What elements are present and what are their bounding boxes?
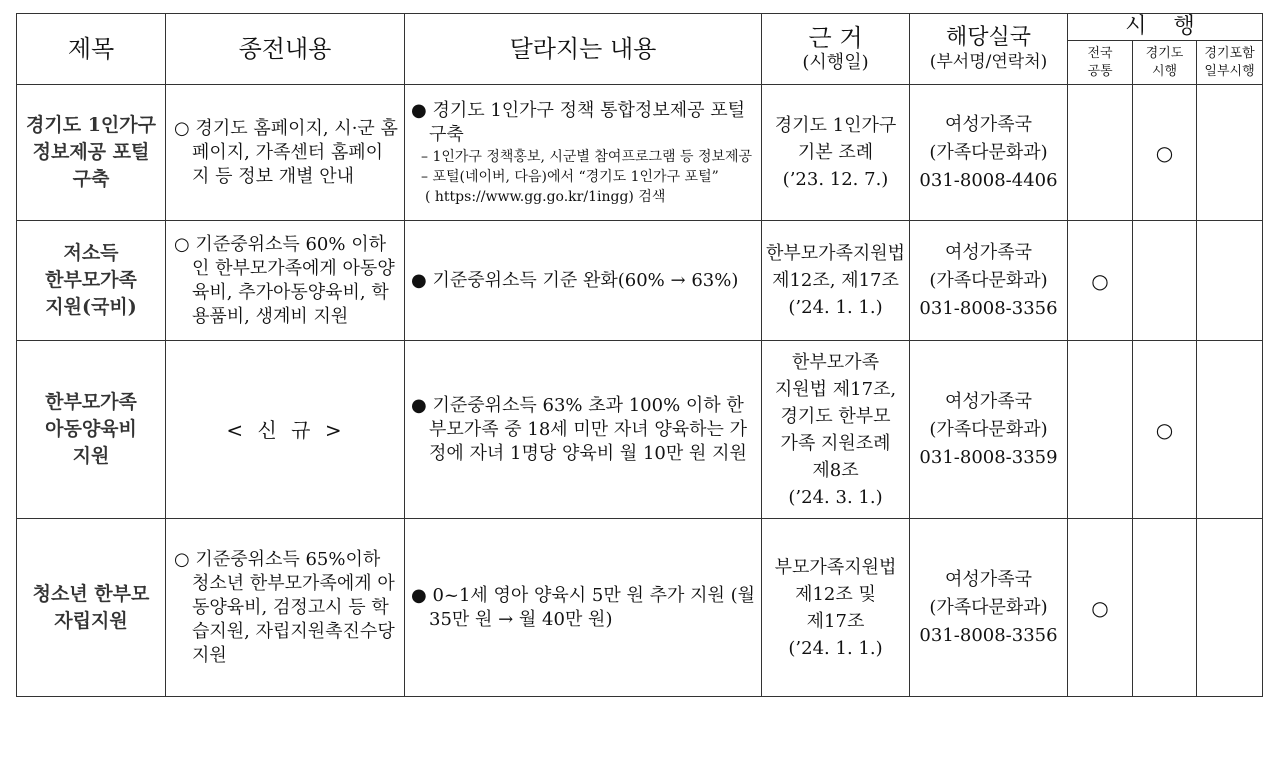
dept-line: 031-8008-3356 <box>919 297 1058 319</box>
basis-line: (’23. 12. 7.) <box>782 169 889 190</box>
table-row <box>17 341 1263 519</box>
table-row <box>17 519 1263 697</box>
row-title-line: 자립지원 <box>54 609 128 632</box>
row-dept <box>910 519 1068 697</box>
basis-line: 제12조, 제17조 <box>772 270 899 291</box>
basis-line: 제8조 <box>812 459 859 481</box>
row-previous <box>166 221 405 341</box>
header-title: 제목 <box>17 14 166 85</box>
row-changes <box>405 519 762 697</box>
header-national-line1: 전국 <box>1087 45 1113 61</box>
row-changes <box>405 221 762 341</box>
mark-national: ○ <box>1068 519 1133 697</box>
dept-line: 여성가족국 <box>945 113 1032 135</box>
dept-line: (가족다문화과) <box>929 141 1048 163</box>
row-dept <box>910 221 1068 341</box>
dept-line: 여성가족국 <box>945 241 1032 263</box>
header-partial-line2: 일부시행 <box>1204 63 1255 79</box>
header-changes: 달라지는 내용 <box>405 14 762 85</box>
change-subitem: – 1인가구 정책홍보, 시군별 참여프로그램 등 정보제공 <box>421 148 753 165</box>
row-changes <box>405 85 762 221</box>
row-dept <box>910 85 1068 221</box>
row-title <box>17 519 166 697</box>
row-previous: < 신 규 > <box>166 341 405 519</box>
row-basis <box>762 221 910 341</box>
row-title-line: 저소득 <box>63 242 119 264</box>
dept-line: 여성가족국 <box>945 568 1032 590</box>
row-previous <box>166 85 405 221</box>
header-national-line2: 공통 <box>1087 63 1113 79</box>
row-title-line: 지원(국비) <box>45 296 137 318</box>
mark-partial <box>1197 221 1263 341</box>
basis-line: 한부모가족 <box>792 351 879 373</box>
mark-national <box>1068 341 1133 519</box>
row-title-line: 정보제공 포털 <box>32 141 150 163</box>
dept-line: 031-8008-3356 <box>919 624 1058 646</box>
previous-item: ○ 기준중위소득 65%이하 청소년 한부모가족에게 아동양육비, 검정고시 등 학습지원, 자립지원촉진수당 지원 <box>174 548 395 666</box>
basis-line: (’24. 3. 1.) <box>788 486 883 508</box>
header-dept <box>910 14 1068 85</box>
row-basis <box>762 85 910 221</box>
row-title-line: 경기도 1인가구 <box>26 114 156 136</box>
header-gyeonggi-line2: 시행 <box>1151 63 1178 79</box>
mark-gyeonggi <box>1133 519 1197 697</box>
row-title <box>17 85 166 221</box>
header-basis <box>762 14 910 85</box>
header-partial-line1: 경기포함 <box>1204 45 1255 61</box>
row-title-line: 청소년 한부모 <box>32 582 150 605</box>
change-item-text: 기준중위소득 기준 완화(60% → 63%) <box>432 269 739 291</box>
row-title <box>17 221 166 341</box>
change-item-text: 경기도 1인가구 정책 통합정보제공 포털 구축 <box>429 99 745 145</box>
basis-line: 제17조 <box>806 610 865 632</box>
table-row <box>17 85 1263 221</box>
row-title-line: 한부모가족 <box>45 391 137 413</box>
basis-line: 부모가족지원법 <box>774 556 897 578</box>
change-item: ● 경기도 1인가구 정책 통합정보제공 포털 구축 <box>411 99 745 145</box>
basis-line: 한부모가족지원법 <box>765 243 906 264</box>
previous-item: ○ 경기도 홈페이지, 시·군 홈페이지, 가족센터 홈페이지 등 정보 개별 안내 <box>174 117 398 187</box>
change-item: ● 기준중위소득 기준 완화(60% → 63%) <box>411 269 739 291</box>
previous-item: ○ 기준중위소득 60% 이하인 한부모가족에게 아동양육비, 추가아동양육비, 학용품비, 생계비 지원 <box>174 233 395 327</box>
row-title-line: 구축 <box>72 168 110 190</box>
row-title-line: 한부모가족 <box>45 269 137 291</box>
change-item-text: 0~1세 영아 양육시 5만 원 추가 지원 (월 35만 원 → 월 40만 원) <box>429 584 755 630</box>
dept-line: 031-8008-4406 <box>919 169 1058 191</box>
basis-line: 기본 조례 <box>797 142 874 163</box>
header-basis-sub: (시행일) <box>802 52 869 73</box>
header-dept-sub: (부서명/연락처) <box>929 52 1048 72</box>
row-dept <box>910 341 1068 519</box>
mark-partial <box>1197 85 1263 221</box>
basis-line: 경기도 1인가구 <box>774 115 897 136</box>
mark-partial <box>1197 519 1263 697</box>
basis-line: 제12조 및 <box>795 583 876 605</box>
mark-gyeonggi <box>1133 221 1197 341</box>
mark-national <box>1068 85 1133 221</box>
header-gyeonggi-line1: 경기도 <box>1145 45 1184 61</box>
row-title-line: 지원 <box>72 445 110 467</box>
row-previous <box>166 519 405 697</box>
dept-line: 여성가족국 <box>945 390 1032 412</box>
change-item-text: 기준중위소득 63% 초과 100% 이하 한부모가족 중 18세 미만 자녀 양육하는 가정에 자녀 1명당 양육비 월 10만 원 지원 <box>429 394 748 464</box>
dept-line: 031-8008-3359 <box>919 446 1058 468</box>
header-dept-label: 해당실국 <box>945 25 1031 50</box>
dept-line: (가족다문화과) <box>929 596 1048 618</box>
dept-line: (가족다문화과) <box>929 418 1048 440</box>
change-item: ● 기준중위소득 63% 초과 100% 이하 한부모가족 중 18세 미만 자녀 양육하는 가정에 자녀 1명당 양육비 월 10만 원 지원 <box>411 394 748 464</box>
header-sihaeng: 시 행 <box>1068 14 1263 41</box>
mark-gyeonggi: ○ <box>1133 341 1197 519</box>
row-basis <box>762 341 910 519</box>
change-subitem: ( https://www.gg.go.kr/1ingg) 검색 <box>425 188 666 205</box>
row-title <box>17 341 166 519</box>
mark-partial <box>1197 341 1263 519</box>
mark-gyeonggi: ○ <box>1133 85 1197 221</box>
basis-line: 경기도 한부모 <box>780 405 891 427</box>
header-gyeonggi <box>1133 41 1197 85</box>
basis-line: (’24. 1. 1.) <box>788 297 883 318</box>
change-subitem: – 포털(네이버, 다음)에서 “경기도 1인가구 포털” <box>421 168 719 185</box>
row-changes <box>405 341 762 519</box>
header-partial <box>1197 41 1263 85</box>
basis-line: 가족 지원조례 <box>780 432 891 454</box>
header-previous: 종전내용 <box>166 14 405 85</box>
basis-line: (’24. 1. 1.) <box>788 637 883 659</box>
table-row <box>17 221 1263 341</box>
mark-national: ○ <box>1068 221 1133 341</box>
row-title-line: 아동양육비 <box>45 418 137 440</box>
basis-line: 지원법 제17조, <box>774 378 897 400</box>
header-basis-label: 근 거 <box>808 24 863 52</box>
change-item: ● 0~1세 영아 양육시 5만 원 추가 지원 (월 35만 원 → 월 40만 원) <box>411 584 755 630</box>
header-national <box>1068 41 1133 85</box>
row-basis <box>762 519 910 697</box>
policy-changes-table <box>16 13 1263 697</box>
dept-line: (가족다문화과) <box>929 269 1048 291</box>
